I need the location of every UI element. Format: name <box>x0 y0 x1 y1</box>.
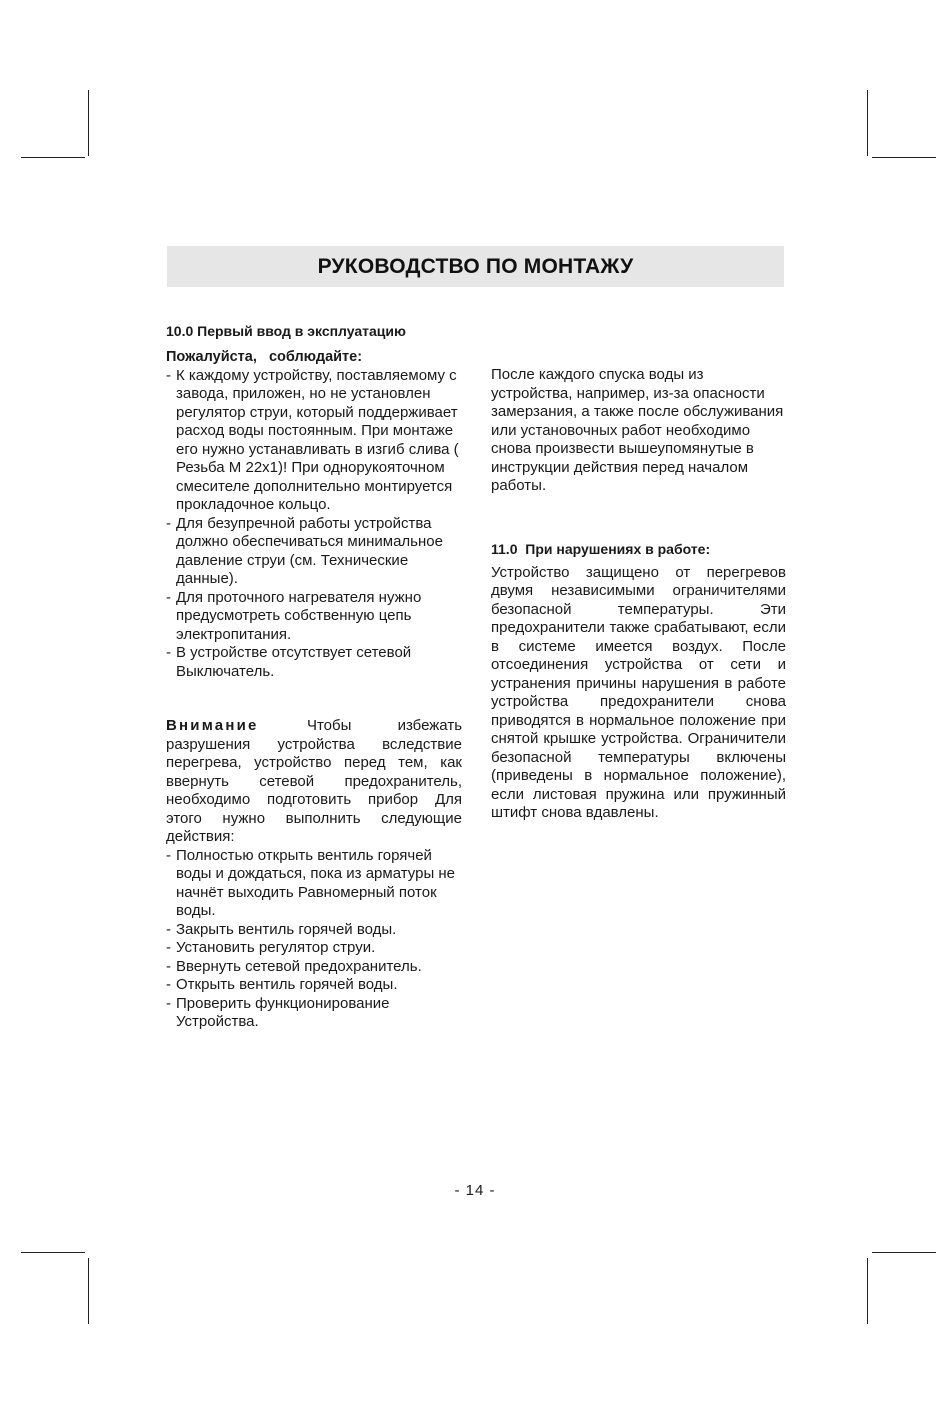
crop-mark-top-right-vertical <box>867 90 868 156</box>
crop-mark-bottom-left-horizontal <box>21 1252 85 1253</box>
page-number: - 14 - <box>454 1182 496 1199</box>
right-column <box>491 366 786 823</box>
section-11-text: Устройство защищено от перегревов двумя независимыми ограничителями безопасной температуры. Эти предохранители также срабатывают, если в системе имеется воздух. После отсоединения устройства от сети и устранения причины нарушения в работе устройства предохранители снова приводятся в нормальное положение при снятой крышке устройства. Ограничители безопасной температуры включены (приведены в нормальное положение), если листовая пружина или пружинный штифт снова вдавлены. <box>491 563 786 821</box>
warning-paragraph <box>166 717 462 847</box>
section-11 <box>491 540 786 823</box>
title-banner <box>167 246 784 287</box>
section-10-subheading: Пожалуйста, соблюдайте: <box>166 349 363 365</box>
list-item: - Открыть вентиль горячей воды. <box>166 976 462 995</box>
crop-mark-top-left-horizontal <box>21 157 85 158</box>
page-title: РУКОВОДСТВО ПО МОНТАЖУ <box>317 254 634 278</box>
crop-mark-top-left-vertical <box>88 90 89 156</box>
section-11-heading: 11.0 При нарушениях в работе: <box>491 540 711 557</box>
warning-label: Внимание <box>166 717 307 734</box>
warning-text: Чтобы избежать разрушения устройства вследствие перегрева, устройство перед тем, как ввернуть сетевой предохранитель, необходимо подготовить прибор Для этого нужно выполнить следующие действия: <box>166 717 463 845</box>
list-item: - Ввернуть сетевой предохранитель. <box>166 958 462 977</box>
left-column <box>166 322 462 1032</box>
list-item: - Закрыть вентиль горячей воды. <box>166 921 462 940</box>
crop-mark-bottom-right-vertical <box>867 1258 868 1324</box>
crop-mark-bottom-right-horizontal <box>872 1252 936 1253</box>
list-item: - Установить регулятор струи. <box>166 939 462 958</box>
section-10-heading: 10.0 Первый ввод в эксплуатацию <box>166 323 406 339</box>
list-item: - Для проточного нагревателя нужно предусмотреть собственную цепь электропитания. <box>166 589 462 645</box>
after-drain-paragraph: После каждого спуска воды из устройства, например, из-за опасности замерзания, а также после обслуживания или установочных работ необходимо снова произвести вышеупомянутые в инструкции действия перед началом работы. <box>491 366 784 494</box>
list-item: - Проверить функционирование Устройства. <box>166 995 462 1032</box>
crop-mark-top-right-horizontal <box>872 157 936 158</box>
list-item: - В устройстве отсутствует сетевой Выключатель. <box>166 644 462 681</box>
steps-list <box>166 847 462 1032</box>
list-item: - К каждому устройству, поставляемому с завода, приложен, но не установлен регулятор струи, который поддерживает расход воды постоянным. При монтаже его нужно устанавливать в изгиб слива ( Резьба M 22x1)! При однорукояточном смесителе дополнительно монтируется прокладочное кольцо. <box>166 367 462 515</box>
requirements-list <box>166 367 462 682</box>
crop-mark-bottom-left-vertical <box>88 1258 89 1324</box>
list-item: - Полностью открыть вентиль горячей воды и дождаться, пока из арматуры не начнёт выходить Равномерный поток воды. <box>166 847 462 921</box>
list-item: - Для безупречной работы устройства должно обеспечиваться минимальное давление струи (см. Технические данные). <box>166 515 462 589</box>
